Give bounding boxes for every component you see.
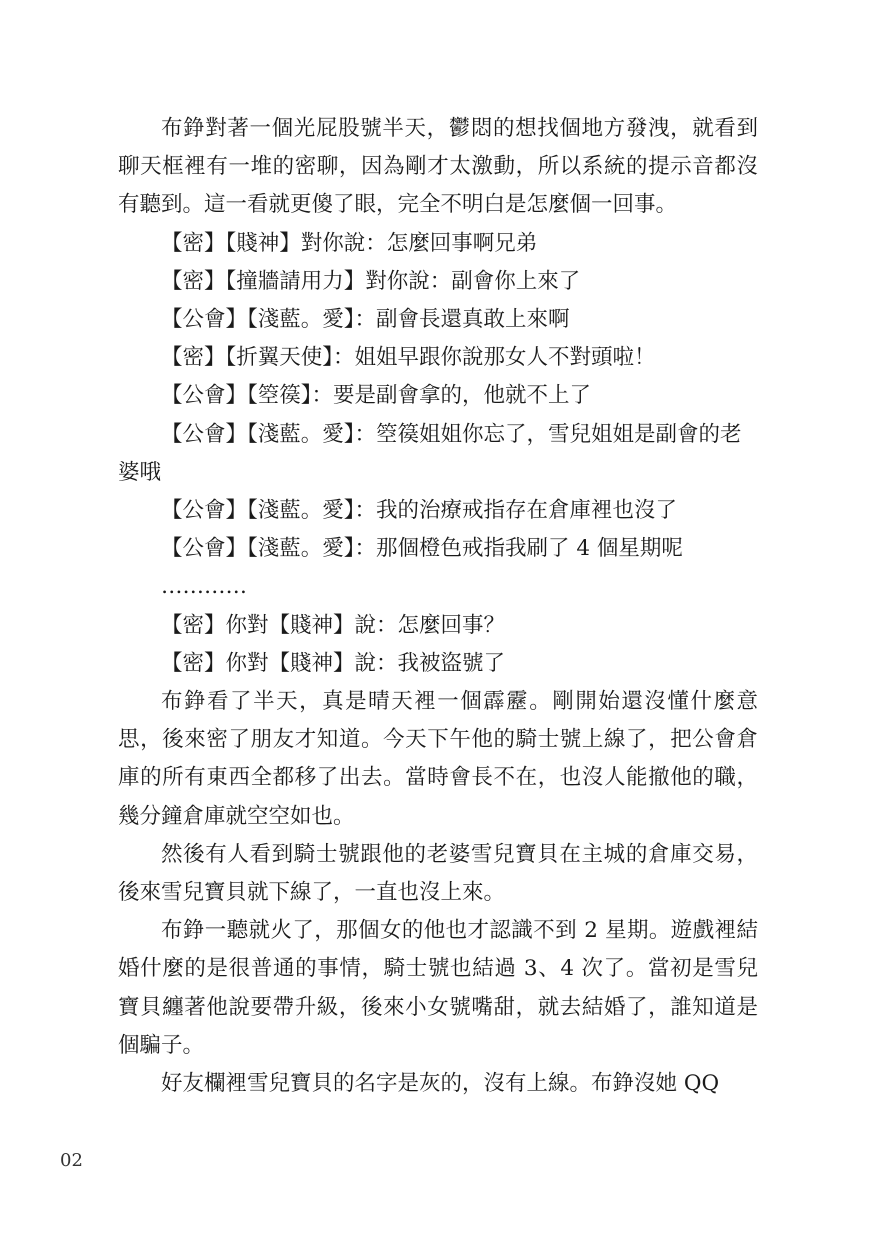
- paragraph: 好友欄裡雪兒寶貝的名字是灰的，沒有上線。布錚沒她 QQ: [161, 1071, 720, 1097]
- chat-line: 【公會】【淺藍。愛】：副會長還真敢上來啊: [161, 307, 570, 333]
- chat-line: 【公會】【淺藍。愛】：那個橙色戒指我刷了 4 個星期呢: [161, 536, 683, 562]
- chat-line: 【密】你對【賤神】說：我被盜號了: [161, 650, 506, 676]
- book-page-body: [118, 110, 758, 1103]
- paragraph: 布錚一聽就火了，那個女的他也才認識不到 2 星期。遊戲裡結婚什麼的是很普通的事情，騎士號也結過 3、4 次了。當初是雪兒寶貝纏著他說要帶升級，後來小女號嘴甜，就去結婚了，誰知道是個騙子。: [118, 918, 758, 1058]
- chat-line: 【密】【折翼天使】：姐姐早跟你說那女人不對頭啦！: [161, 345, 656, 371]
- paragraph: 布錚對著一個光屁股號半天，鬱悶的想找個地方發洩，就看到聊天框裡有一堆的密聊，因為剛才太激動，所以系統的提示音都沒有聽到。這一看就更傻了眼，完全不明白是怎麼個一回事。: [118, 116, 758, 218]
- chat-line: 【公會】【淺藍。愛】：箜篌姐姐你忘了，雪兒姐姐是副會的老婆哦: [118, 421, 742, 485]
- chat-line: 【公會】【淺藍。愛】：我的治療戒指存在倉庫裡也沒了: [161, 498, 678, 524]
- paragraph: 然後有人看到騎士號跟他的老婆雪兒寶貝在主城的倉庫交易，後來雪兒寶貝就下線了，一直也沒上來。: [118, 841, 758, 906]
- chat-ellipsis: …………: [161, 574, 247, 600]
- page-number: 02: [60, 1150, 83, 1171]
- chat-line: 【密】你對【賤神】說：怎麼回事？: [161, 612, 506, 638]
- chat-line: 【密】【賤神】對你說：怎麼回事啊兄弟: [161, 230, 538, 256]
- paragraph: 布錚看了半天，真是晴天裡一個霹靂。剛開始還沒懂什麼意思，後來密了朋友才知道。今天下午他的騎士號上線了，把公會倉庫的所有東西全都移了出去。當時會長不在，也沒人能撤他的職，幾分鐘倉庫就空空如也。: [118, 689, 758, 829]
- chat-line: 【公會】【箜篌】：要是副會拿的，他就不上了: [161, 383, 592, 409]
- chat-line: 【密】【撞牆請用力】對你說：副會你上來了: [161, 268, 581, 294]
